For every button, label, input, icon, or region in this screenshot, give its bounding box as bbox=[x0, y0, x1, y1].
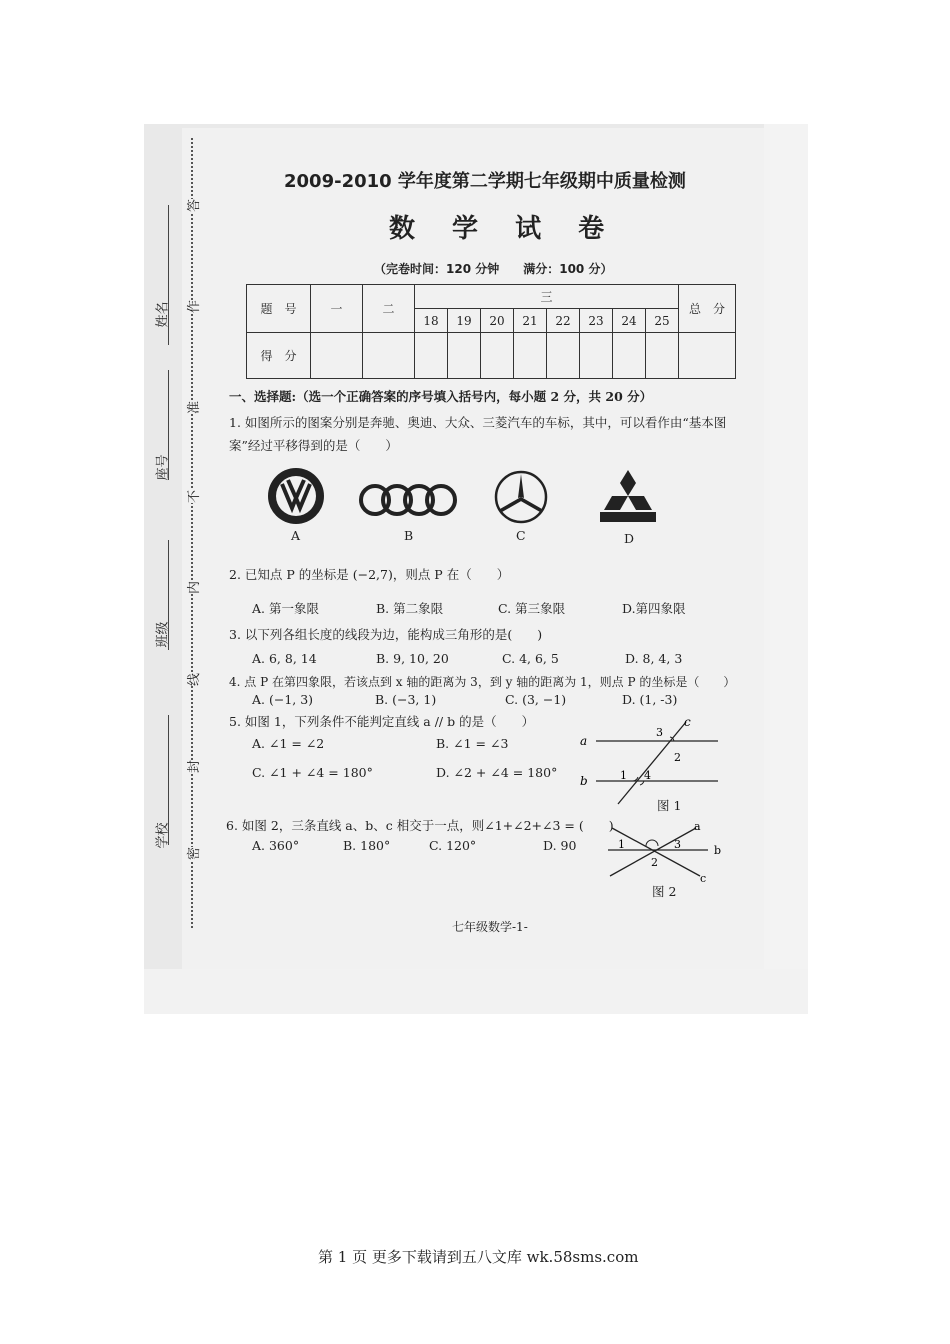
seat-label: 座号 bbox=[155, 454, 171, 481]
logo-label-d: D bbox=[624, 531, 635, 546]
sub-col: 19 bbox=[448, 309, 481, 333]
question-3: 3. 以下列各组长度的线段为边，能构成三角形的是( ) bbox=[229, 627, 543, 642]
section-heading: 一、选择题:（选一个正确答案的序号填入括号内，每小题 2 分，共 20 分） bbox=[229, 389, 653, 404]
sub-col: 23 bbox=[580, 309, 613, 333]
sub-col: 18 bbox=[415, 309, 448, 333]
question-5: 5. 如图 1，下列条件不能判定直线 a // b 的是（ ） bbox=[229, 714, 535, 729]
q3-option-d: D. 8, 4, 3 bbox=[625, 651, 683, 666]
score-cell[interactable] bbox=[679, 333, 736, 379]
question-4: 4. 点 P 在第四象限，若该点到 x 轴的距离为 3，到 y 轴的距离为 1，则点 P 的坐标是（ ） bbox=[229, 675, 736, 689]
score-cell[interactable] bbox=[646, 333, 679, 379]
q6-option-d: D. 90 bbox=[543, 838, 577, 853]
logo-label-b: B bbox=[404, 528, 414, 543]
question-2: 2. 已知点 P 的坐标是 (−2,7)，则点 P 在（ ） bbox=[229, 567, 510, 582]
fig1-angle-2: 2 bbox=[674, 751, 681, 764]
sub-col: 25 bbox=[646, 309, 679, 333]
figure-2-caption: 图 2 bbox=[652, 884, 677, 899]
fig2-label-a: a bbox=[694, 820, 701, 833]
seal-char: 答 bbox=[183, 199, 202, 212]
q2-option-a: A. 第一象限 bbox=[252, 601, 319, 616]
fig2-angle-1: 1 bbox=[618, 838, 625, 851]
q5-option-c: C. ∠1 + ∠4 = 180° bbox=[252, 765, 373, 780]
audi-logo-icon bbox=[358, 482, 458, 518]
question-6: 6. 如图 2，三条直线 a、b、c 相交于一点，则∠1+∠2+∠3 = ( ) bbox=[226, 818, 614, 833]
score-cell[interactable] bbox=[363, 333, 415, 379]
score-table bbox=[246, 284, 736, 379]
figure-1-caption: 图 1 bbox=[657, 798, 682, 813]
fig2-label-b: b bbox=[714, 844, 722, 857]
row-label-question: 题 号 bbox=[247, 285, 311, 333]
col-part-1: 一 bbox=[311, 285, 363, 333]
score-cell[interactable] bbox=[311, 333, 363, 379]
sub-col: 21 bbox=[514, 309, 547, 333]
seal-char: 线 bbox=[183, 673, 202, 686]
seal-char: 封 bbox=[183, 760, 202, 773]
mitsubishi-logo-icon bbox=[598, 468, 658, 524]
row-label-score: 得 分 bbox=[247, 333, 311, 379]
fig2-angle-3: 3 bbox=[674, 838, 681, 851]
seal-char: 准 bbox=[183, 401, 202, 414]
q5-option-b: B. ∠1 = ∠3 bbox=[436, 736, 509, 751]
question-1-line-1: 1. 如图所示的图案分别是奔驰、奥迪、大众、三菱汽车的车标，其中，可以看作由“基本图 bbox=[229, 415, 727, 430]
q5-option-a: A. ∠1 = ∠2 bbox=[252, 736, 325, 751]
q6-option-c: C. 120° bbox=[429, 838, 477, 853]
q4-option-c: C. (3, −1) bbox=[505, 692, 567, 707]
score-cell[interactable] bbox=[547, 333, 580, 379]
scan-page-footer: 七年级数学-1- bbox=[452, 920, 528, 934]
score-cell[interactable] bbox=[448, 333, 481, 379]
score-cell[interactable] bbox=[580, 333, 613, 379]
col-total: 总 分 bbox=[679, 285, 736, 333]
seal-char: 不 bbox=[183, 490, 202, 503]
fig2-label-c: c bbox=[700, 872, 707, 884]
q3-option-a: A. 6, 8, 14 bbox=[252, 651, 317, 666]
mercedes-logo-icon bbox=[493, 469, 549, 525]
col-part-3: 三 bbox=[415, 285, 679, 309]
figure-2-diagram bbox=[596, 818, 726, 884]
exam-title: 2009-2010 学年度第二学期七年级期中质量检测 bbox=[284, 171, 686, 192]
exam-info: （完卷时间：120 分钟 满分：100 分） bbox=[374, 262, 613, 276]
score-cell[interactable] bbox=[415, 333, 448, 379]
q3-option-c: C. 4, 6, 5 bbox=[502, 651, 559, 666]
fig1-label-a: a bbox=[580, 734, 588, 748]
question-1-line-2: 案”经过平移得到的是（ ） bbox=[229, 438, 398, 453]
logo-label-c: C bbox=[516, 528, 526, 543]
fig1-label-b: b bbox=[580, 774, 588, 788]
class-label: 班级 bbox=[155, 621, 171, 648]
q2-option-b: B. 第二象限 bbox=[376, 601, 444, 616]
seal-dotted-line bbox=[191, 138, 193, 928]
q2-option-d: D.第四象限 bbox=[622, 601, 686, 616]
q4-option-b: B. (−3, 1) bbox=[375, 692, 437, 707]
seal-char: 内 bbox=[183, 581, 202, 594]
fig1-angle-4: 4 bbox=[644, 769, 651, 782]
q4-option-d: D. (1, -3) bbox=[622, 692, 678, 707]
sub-col: 20 bbox=[481, 309, 514, 333]
figure-1-diagram bbox=[578, 716, 728, 816]
q5-option-d: D. ∠2 + ∠4 = 180° bbox=[436, 765, 558, 780]
q2-option-c: C. 第三象限 bbox=[498, 601, 566, 616]
sub-col: 24 bbox=[613, 309, 646, 333]
fig1-angle-3: 3 bbox=[656, 726, 663, 739]
sub-col: 22 bbox=[547, 309, 580, 333]
fig1-angle-1: 1 bbox=[620, 769, 627, 782]
q3-option-b: B. 9, 10, 20 bbox=[376, 651, 449, 666]
fig2-angle-2: 2 bbox=[651, 856, 658, 869]
page-footer: 第 1 页 更多下载请到五八文库 wk.58sms.com bbox=[318, 1248, 639, 1266]
seal-char: 作 bbox=[183, 300, 202, 313]
logo-label-a: A bbox=[291, 528, 301, 543]
school-label: 学校 bbox=[155, 822, 171, 849]
fig1-label-c: c bbox=[684, 716, 691, 729]
score-cell[interactable] bbox=[481, 333, 514, 379]
scan-bottom bbox=[144, 969, 808, 1014]
col-part-2: 二 bbox=[363, 285, 415, 333]
score-cell[interactable] bbox=[613, 333, 646, 379]
seal-char: 密 bbox=[183, 847, 202, 860]
name-label: 姓名 bbox=[155, 301, 171, 328]
exam-subtitle: 数 学 试 卷 bbox=[389, 214, 619, 244]
q6-option-b: B. 180° bbox=[343, 838, 391, 853]
scan-edge bbox=[764, 124, 808, 1014]
volkswagen-logo-icon bbox=[266, 466, 326, 526]
q4-option-a: A. (−1, 3) bbox=[252, 692, 314, 707]
score-cell[interactable] bbox=[514, 333, 547, 379]
q6-option-a: A. 360° bbox=[252, 838, 300, 853]
